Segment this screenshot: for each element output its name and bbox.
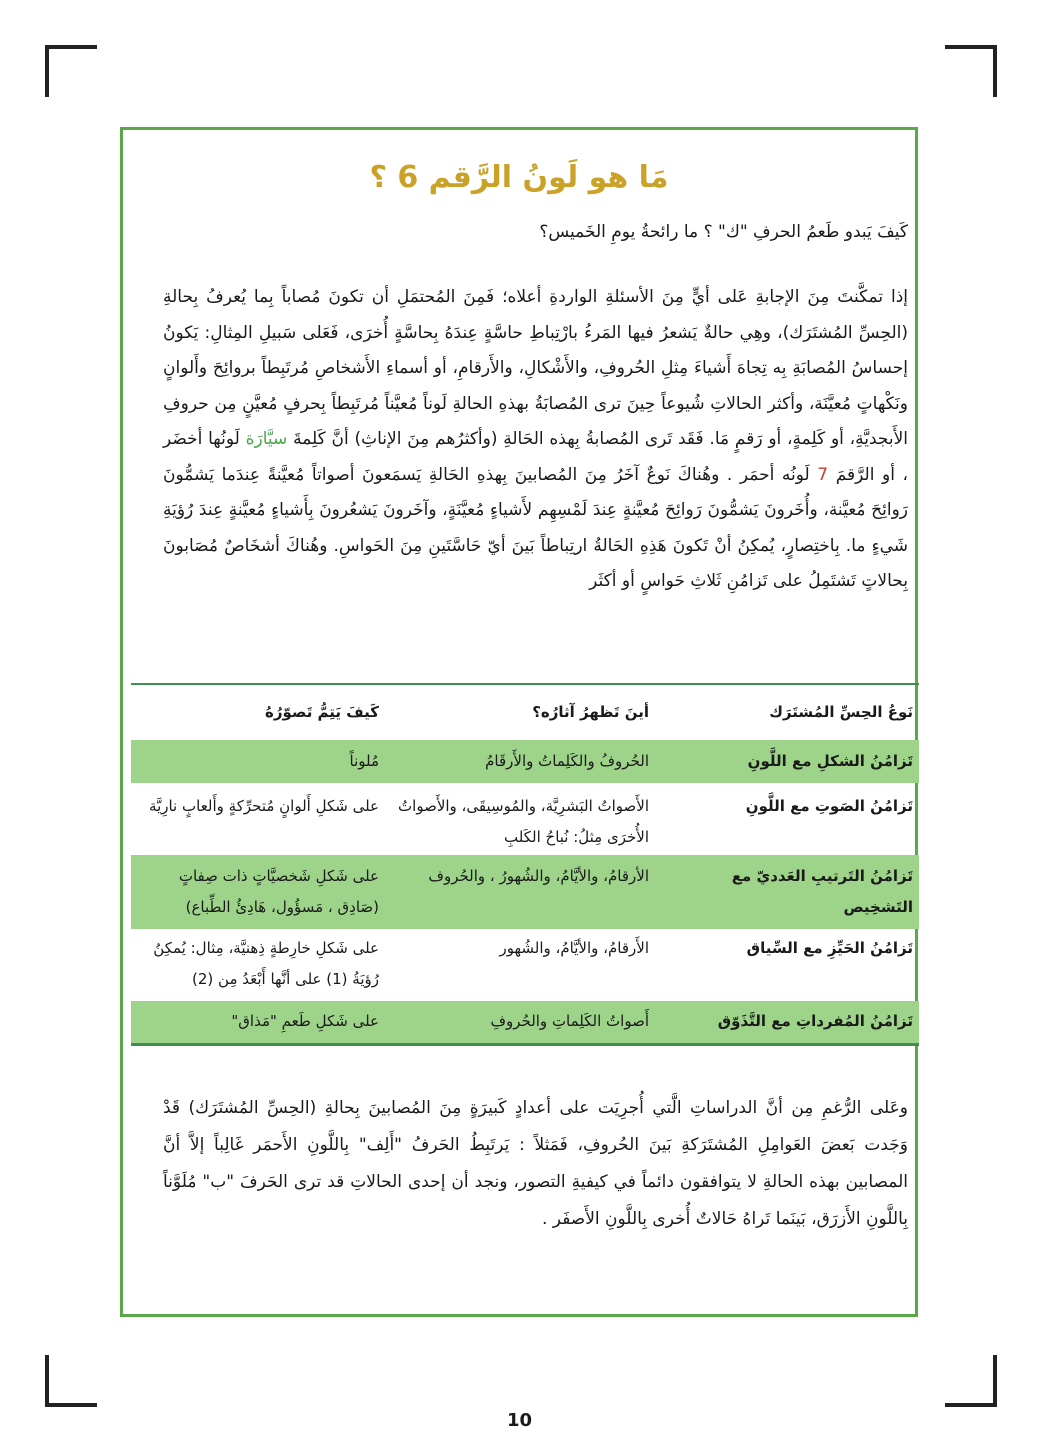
table-row bbox=[131, 740, 919, 783]
page-title: مَا هو لَونُ الرَّقم 6 ؟ bbox=[369, 160, 669, 195]
content-frame bbox=[120, 127, 918, 1317]
header-how: كَيفَ يَتِمُّ تَصوّرُهُ bbox=[265, 703, 379, 721]
header-where: أينَ تَظهرُ آثارُه؟ bbox=[532, 703, 649, 721]
table-row bbox=[131, 783, 919, 855]
row-type: تَزامُنُ الحَيِّزِ مع السِّياق bbox=[746, 939, 913, 957]
intro-question: كَيفَ يَبدو طَعمُ الحرفِ "ك" ؟ ما رائحةُ يومِ الخَميس؟ bbox=[539, 222, 908, 242]
row-how: على شَكلِ شَخصيَّاتٍ ذات صِفاتٍ (صَادِق ، مَسؤُول، هَادِئُ الطِّباع) bbox=[178, 867, 379, 916]
row-type: تَزامُنُ الشكلِ مع اللَّونِ bbox=[747, 752, 913, 770]
header-type: نَوعُ الحِسِّ المُشتَرَك bbox=[769, 703, 913, 721]
row-where: الأَرقامُ، والأيَّامُ، والشُهور bbox=[499, 939, 649, 957]
crop-mark-top-right bbox=[945, 45, 997, 97]
highlight-word-car: سيَّارَة bbox=[245, 429, 288, 449]
paragraph-part-3: لَونُه أحمَر . وهُناكَ نَوعٌ آخَرُ مِنَ المُصابينَ بِهذهِ الحَالةِ يَسمَعونَ أصواتاً مُعيَّنةً عِندَما يَشمُّونَ رَوائِحَ مُعيَّنة، وأُخَرونَ يَشمُّونَ رَوائِحَ مُعيَّنةٍ عِندَ لَمْسِهِم لأَشياءٍ مُعيَّنَةٍ، وآخَرونَ يَشعُرونَ بِأَشياءٍ مُعيَّنةٍ عِندَ رُؤيَةِ شَيءٍ ما. بِاختِصارٍ، يُمكِنُ أنْ تَكونَ هَذِهِ الحَالةُ ارتِباطاً بَينَ أيّ حَاسَّتَينِ مِنَ الحَواسِ. وهُناكَ أشخَاصٌ مُصَابونَ بِحالاتٍ تَشتَمِلُ على تَزامُنِ ثَلاثِ حَواسٍ أو أكثَر bbox=[163, 464, 908, 591]
table-row bbox=[131, 929, 919, 1001]
table-row bbox=[131, 1001, 919, 1043]
paragraph-part-2: لَونُها أخضَر ، أو الرَّقمَ bbox=[163, 429, 909, 485]
row-type: تَزامُنُ التَرتيبِ العَدديّ مع التَشخِيص bbox=[731, 867, 913, 916]
row-where: أَصواتُ الكَلِماتِ والحُروفِ bbox=[490, 1012, 649, 1030]
table-row bbox=[131, 855, 919, 929]
crop-mark-bottom-right bbox=[945, 1355, 997, 1407]
highlight-number-seven: 7 bbox=[817, 464, 829, 485]
crop-mark-bottom-left bbox=[45, 1355, 97, 1407]
row-where: الأَصواتُ البَشرِيَّة، والمُوسِيقَى، والأَصواتُ الأُخرَى مِثلُ: نُباحُ الكَلبِ bbox=[398, 797, 649, 846]
closing-paragraph: وعَلى الرُّغمِ مِن أنَّ الدراساتِ الَّتي أُجرِيَت على أعدادٍ كَبيرَةٍ مِنَ المُصابينَ بِحالةِ (الحِسِّ المُشتَرَك) قَدْ وَجَدت بَعضَ العَوامِلِ المُشتَرَكةِ بَينَ الحُروفِ، فَمَثلاً : يَرتَبِطُ الحَرفُ "أَلِف" بِاللَّونِ الأَحمَر غَالِباً إلاَّ أنَّ المصابين بهذه الحالةِ لا يتوافقون دائماً في كيفيةِ التصور، ونجد أن إحدى الحالاتِ قد ترى الحَرفَ "ب" مُلَوَّناً بِاللَّونِ الأَزرَق، بَينَما تَراهُ حَالاتٌ أُخرى بِاللَّونِ الأَصفَر . bbox=[163, 1098, 908, 1229]
row-how: على شَكلِ أَلوانٍ مُتحرِّكةٍ وأَلعابٍ نارِيَّة bbox=[149, 797, 379, 815]
row-where: الحُروفُ والكَلِماتُ والأَرقَامُ bbox=[485, 752, 649, 770]
main-paragraph bbox=[163, 280, 908, 600]
page-number: 10 bbox=[506, 1410, 533, 1431]
synesthesia-table bbox=[131, 683, 919, 1046]
row-type: تَزامُنُ المُفرداتِ مع التَّذَوّق bbox=[717, 1012, 913, 1030]
table-header-row bbox=[131, 685, 919, 740]
row-where: الأرقامُ، والأيَّامُ، والشُهورُ ، والحُروف bbox=[428, 867, 649, 885]
row-how: على شَكلِ طَعمِ "مَذاق" bbox=[231, 1012, 379, 1030]
row-how: على شَكلِ خارِطةٍ ذِهنيَّة، مِثال: يُمكِنُ رُؤيَةُ (1) على أنَّها أَبْعَدُ مِن (2) bbox=[153, 939, 379, 988]
row-type: تَزامُنُ الصَوتِ مع اللَّونِ bbox=[745, 797, 913, 815]
paragraph-part-1: إذا تمكَّنتَ مِنَ الإجابةِ عَلى أيٍّ مِنَ الأسئلةِ الواردةِ أعلاه؛ فَمِنَ المُحتمَلِ أن تكونَ مُصاباً بِما يُعرفُ بِحالةِ (الحِسِّ المُشتَرَك)، وهِي حالةٌ يَشعرُ فيها المَرءُ بارْتِباطِ حاسَّةٍ عِندَهُ بِحاسَّةٍ أُخرَى، فَعَلى سَبيلِ المِثالِ: يَكونُ إحساسُ المُصابَةِ بِه تِجاهَ أَشياءَ مِثلِ الحُروفِ، والأَشْكالِ، والأَرقامِ، أو أسماءِ الأَشخاصِ مُرتَبِطاً بروائِحَ وأَلوانٍ ونَكْهاتٍ مُعيَّنَة، وأكثر الحالاتِ شُيوعاً حِينَ ترى المُصابَةُ بهذهِ الحالةِ لَوناً مُعيَّناً مُرتَبِطاً بِحرفٍ مُعيَّنٍ مِن حروفِ الأَبجديَّةِ، أو كَلِمةٍ، أو رَقمٍ مَا. فَقَد تَرى المُصابةُ بِهذه الحَالةِ (وأكثرُهم مِنَ الإناثِ) أنَّ كَلِمةَ bbox=[163, 287, 909, 449]
row-how: مُلوناً bbox=[349, 752, 379, 770]
crop-mark-top-left bbox=[45, 45, 97, 97]
